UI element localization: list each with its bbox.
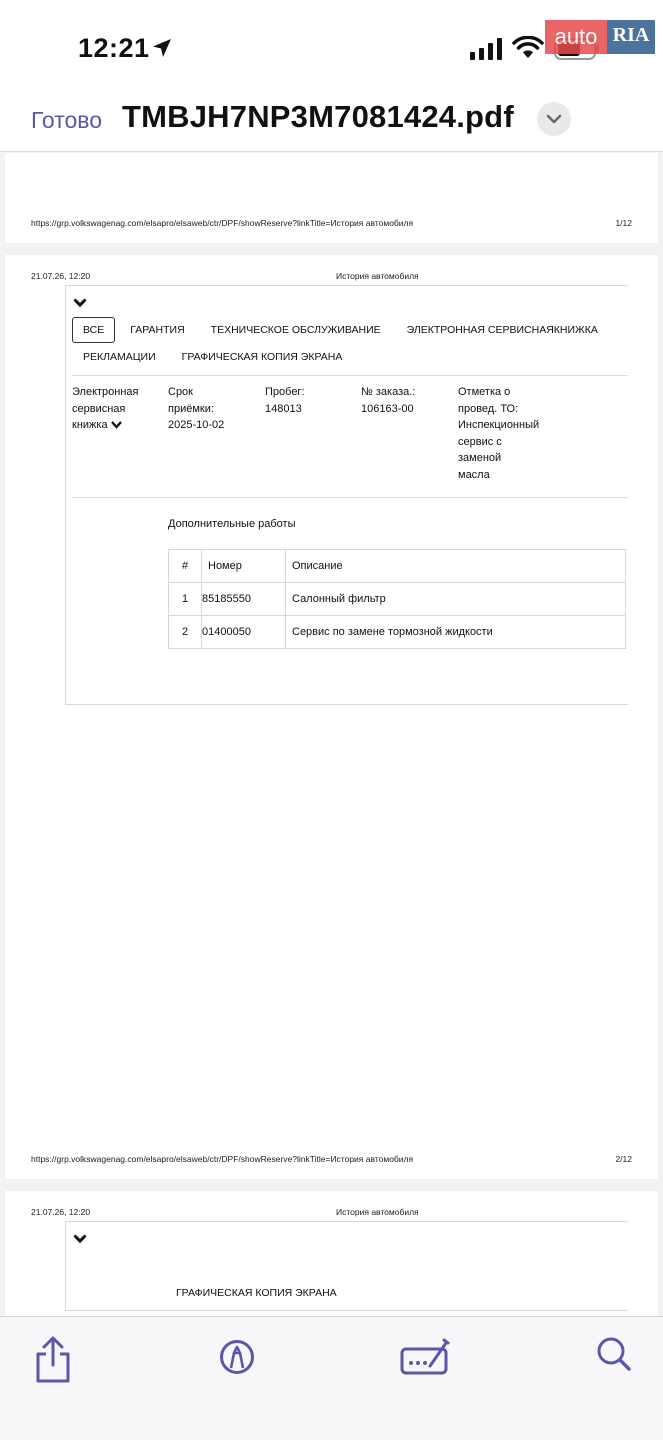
watermark-auto: auto	[545, 20, 607, 54]
content-frame	[65, 285, 628, 705]
tab-maintenance[interactable]: ТЕХНИЧЕСКОЕ ОБСЛУЖИВАНИЕ	[210, 324, 381, 336]
page-header-title: История автомобиля	[336, 1207, 419, 1217]
row-index: 2	[169, 616, 202, 649]
column-header: Описание	[286, 550, 626, 583]
status-time: 12:21	[78, 33, 150, 63]
service-note-line: масла	[458, 468, 490, 481]
page-header-date: 21.07.26, 12:20	[31, 271, 91, 281]
order-number-value: 106163-00	[361, 402, 414, 415]
tab-screen-copy[interactable]: ГРАФИЧЕСКАЯ КОПИЯ ЭКРАНА	[176, 1287, 337, 1299]
tab-service-book[interactable]: ЭЛЕКТРОННАЯ СЕРВИСНАЯКНИЖКА	[406, 324, 598, 336]
cellular-signal-icon	[470, 38, 504, 60]
table-row	[169, 583, 626, 616]
page-footer-url: https://grp.volkswagenag.com/elsapro/elsaweb/ctr/DPF/showReserve?linkTitle=История автомобиля	[31, 218, 414, 228]
watermark-logo	[545, 20, 655, 54]
page-header-date: 21.07.26, 12:20	[31, 1207, 91, 1217]
markup-icon[interactable]	[218, 1335, 256, 1379]
wifi-icon	[512, 36, 544, 60]
mileage	[265, 384, 355, 417]
tab-warranty[interactable]: ГАРАНТИЯ	[130, 324, 185, 336]
service-note-line: заменой	[458, 452, 502, 464]
divider	[72, 375, 628, 376]
location-arrow-icon	[152, 38, 172, 58]
column-header: #	[169, 550, 202, 583]
acceptance-date-line: Срок	[168, 386, 193, 398]
service-note-line: Отметка о	[458, 386, 511, 398]
status-bar	[0, 0, 663, 95]
row-index: 1	[169, 583, 202, 616]
part-number: 01400050	[202, 616, 286, 649]
part-number: 85185550	[202, 583, 286, 616]
service-note-line: провед. ТО:	[458, 402, 519, 415]
pdf-page-1[interactable]	[5, 153, 658, 243]
share-icon[interactable]	[33, 1335, 73, 1383]
service-note-line: Инспекционный	[458, 419, 540, 431]
record-type-line: сервисная	[72, 402, 126, 415]
divider	[72, 497, 628, 498]
record-type-text: книжка	[72, 419, 108, 431]
mileage-value: 148013	[265, 402, 302, 415]
page-header-title: История автомобиля	[336, 271, 419, 281]
watermark-ria: RIA	[607, 20, 655, 54]
column-header: Номер	[202, 550, 286, 583]
filter-tabs-row-2	[72, 344, 357, 370]
acceptance-date-line: приёмки:	[168, 402, 214, 415]
bottom-toolbar	[0, 1316, 663, 1440]
additional-works-table	[168, 549, 626, 649]
order-number	[361, 384, 451, 417]
record-type	[72, 384, 162, 434]
tab-screen-copy[interactable]: ГРАФИЧЕСКАЯ КОПИЯ ЭКРАНА	[181, 351, 343, 363]
work-description: Сервис по замене тормозной жидкости	[286, 616, 626, 649]
content-frame	[65, 1221, 628, 1311]
tab-all[interactable]: ВСЕ	[72, 317, 115, 343]
additional-works-title: Дополнительные работы	[168, 518, 296, 530]
service-note	[458, 384, 558, 483]
file-menu-button[interactable]	[537, 102, 571, 136]
filter-tabs-row-1	[72, 317, 613, 343]
table-header-row	[169, 550, 626, 583]
file-title: TMBJH7NP3M7081424.pdf	[122, 99, 514, 134]
service-note-line: сервис с	[458, 435, 502, 448]
nav-bar	[0, 95, 663, 152]
tab-complaints[interactable]: РЕКЛАМАЦИИ	[83, 351, 156, 363]
page-number: 1/12	[615, 218, 632, 228]
mileage-label: Пробег:	[265, 386, 305, 398]
chevron-down-icon[interactable]	[73, 1234, 87, 1244]
order-number-label: № заказа.:	[361, 386, 416, 398]
chevron-down-icon[interactable]	[111, 421, 122, 429]
search-icon[interactable]	[596, 1335, 632, 1375]
page-footer-url: https://grp.volkswagenag.com/elsapro/elsaweb/ctr/DPF/showReserve?linkTitle=История автомобиля	[31, 1154, 414, 1164]
acceptance-date-value: 2025-10-02	[168, 419, 225, 431]
page-number: 2/12	[615, 1154, 632, 1164]
chevron-down-icon	[546, 114, 562, 124]
chevron-down-icon[interactable]	[73, 298, 87, 308]
work-description: Салонный фильтр	[286, 583, 626, 616]
pdf-page-3[interactable]	[5, 1191, 658, 1321]
record-type-line: Электронная	[72, 386, 139, 398]
table-row	[169, 616, 626, 649]
record-type-line	[72, 417, 162, 434]
done-button[interactable]: Готово	[31, 107, 103, 133]
pdf-page-2[interactable]	[5, 255, 658, 1179]
signature-icon[interactable]	[400, 1335, 450, 1379]
acceptance-date	[168, 384, 258, 434]
